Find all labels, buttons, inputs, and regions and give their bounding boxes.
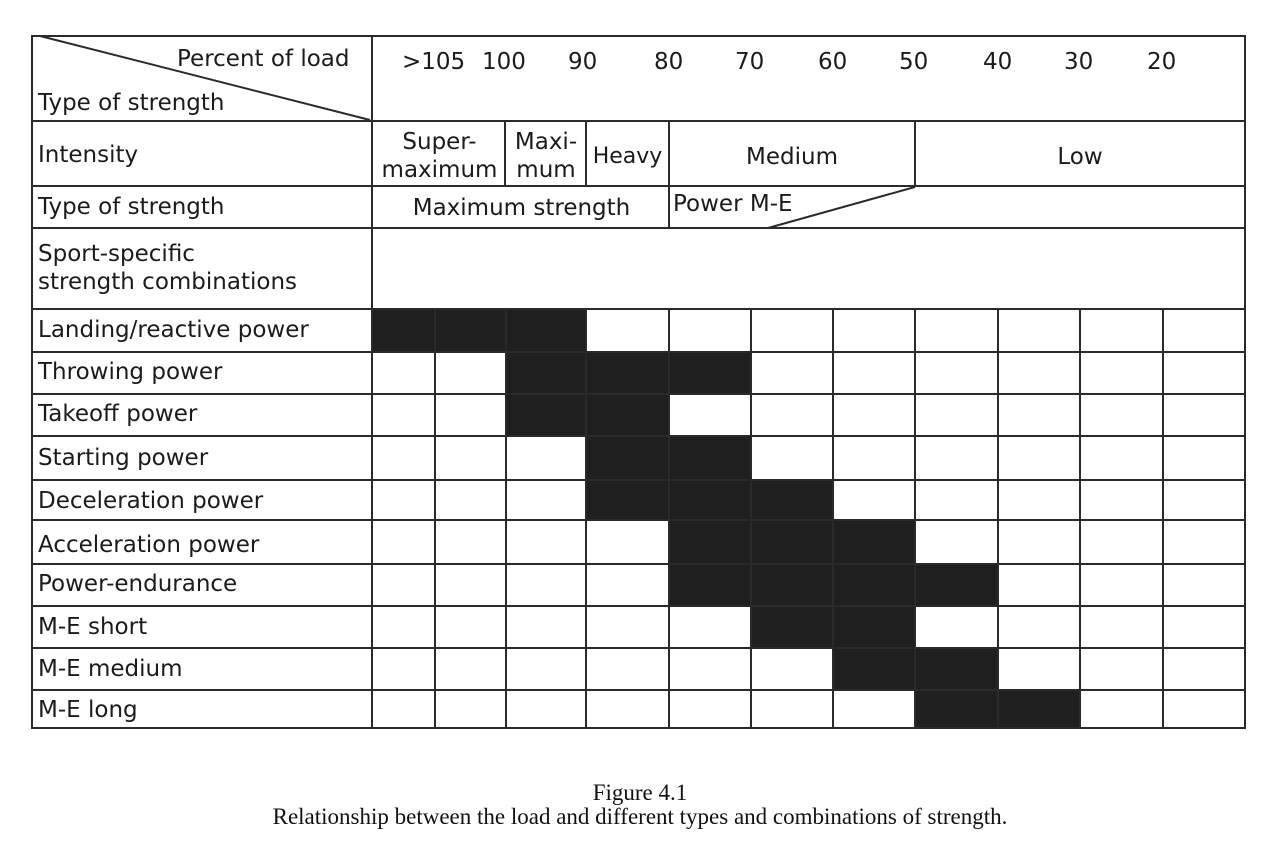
row-label-power-endurance: Power-endurance [38, 571, 238, 597]
shaded-cell [833, 564, 915, 606]
shaded-cell [669, 480, 751, 520]
percent-tick-20: 20 [1147, 49, 1177, 75]
shaded-cell [506, 352, 586, 394]
sport-specific-line1: Sport-specific [38, 241, 195, 267]
row-label-me-long: M-E long [38, 697, 138, 723]
type-of-strength-header-label: Type of strength [38, 90, 225, 116]
percent-tick-80: 80 [654, 49, 684, 75]
shaded-cell [833, 606, 915, 648]
shaded-cell [833, 648, 915, 690]
shaded-cell [669, 352, 751, 394]
type-of-strength-row-label: Type of strength [38, 194, 225, 220]
shaded-cell [915, 690, 998, 728]
row-label-acceleration-power: Acceleration power [38, 532, 260, 558]
shaded-cell [915, 648, 998, 690]
shaded-cell [915, 564, 998, 606]
intensity-heavy: Heavy [592, 144, 663, 169]
percent-tick-60: 60 [818, 49, 848, 75]
row-label-takeoff-power: Takeoff power [38, 401, 198, 427]
shaded-cell [372, 309, 435, 352]
maximum-line1: Maxi- [514, 129, 578, 155]
row-label-throwing-power: Throwing power [38, 359, 223, 385]
percent-of-load-label: Percent of load [177, 46, 350, 72]
intensity-supermaximum [374, 128, 505, 184]
maximum-strength-label: Maximum strength [412, 195, 631, 221]
shaded-cell [833, 520, 915, 564]
shaded-cell [751, 606, 833, 648]
supermaximum-line1: Super- [402, 129, 477, 155]
row-label-me-short: M-E short [38, 614, 148, 640]
sport-specific-line2: strength combinations [38, 269, 298, 295]
supermaximum-line2: maximum [381, 157, 498, 183]
row-label-deceleration-power: Deceleration power [38, 488, 264, 514]
shaded-cell [998, 690, 1080, 728]
power-me-label: Power M-E [673, 191, 793, 217]
row-label-me-medium: M-E medium [38, 656, 183, 682]
shaded-cell [506, 394, 586, 436]
row-label-starting-power: Starting power [38, 445, 209, 471]
percent-tick-50: 50 [899, 49, 929, 75]
maximum-line2: mum [516, 157, 576, 183]
row-label-landing-reactive-power: Landing/reactive power [38, 317, 309, 343]
shaded-cell [586, 394, 669, 436]
sport-specific-label [38, 240, 297, 296]
shaded-cell [586, 352, 669, 394]
shaded-cell [669, 436, 751, 480]
intensity-label: Intensity [38, 142, 139, 168]
shaded-cell [751, 520, 833, 564]
shaded-cell [586, 480, 669, 520]
shaded-cell [506, 309, 586, 352]
intensity-low: Low [1057, 144, 1103, 170]
percent-tick-40: 40 [983, 49, 1013, 75]
percent-tick-30: 30 [1064, 49, 1094, 75]
percent-tick-70: 70 [735, 49, 765, 75]
percent-tick-100: 100 [482, 49, 526, 75]
shaded-cell [435, 309, 506, 352]
shaded-cell [751, 564, 833, 606]
shaded-cell [586, 436, 669, 480]
shaded-cell [669, 520, 751, 564]
percent-tick-105: >105 [402, 49, 466, 75]
intensity-maximum [506, 128, 586, 184]
intensity-medium: Medium [746, 144, 838, 170]
figure-caption: Relationship between the load and different types and combinations of strength. [272, 804, 1008, 829]
figure-number: Figure 4.1 [592, 780, 688, 805]
shaded-cell [751, 480, 833, 520]
shaded-cell [669, 564, 751, 606]
percent-tick-90: 90 [568, 49, 598, 75]
